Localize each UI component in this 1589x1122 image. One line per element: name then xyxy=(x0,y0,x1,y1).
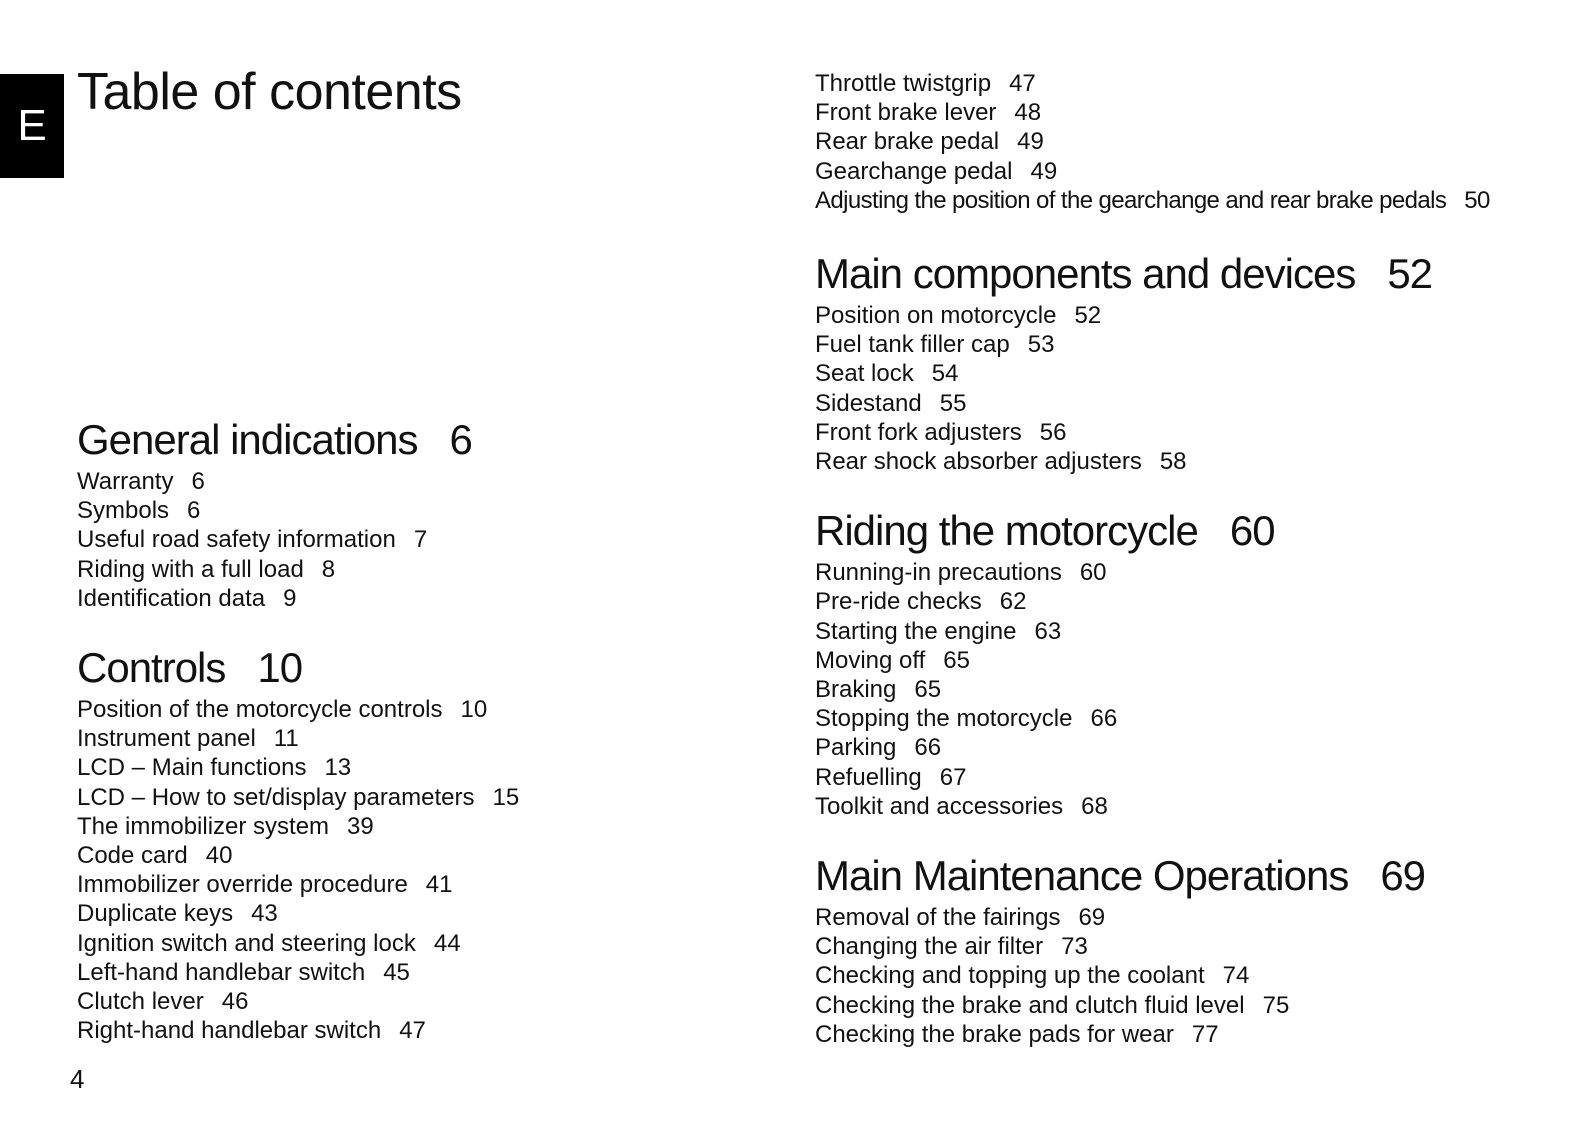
entry-text: Front fork adjusters xyxy=(815,418,1022,446)
toc-entry[interactable] xyxy=(815,98,1490,127)
toc-entry[interactable] xyxy=(815,903,1432,932)
entry-text: Identification data xyxy=(77,584,266,612)
section-heading[interactable] xyxy=(77,643,757,693)
right-sections xyxy=(815,249,1432,1049)
entry-text: Parking xyxy=(815,734,897,762)
entry-page: 6 xyxy=(191,468,205,495)
entry-text: Changing the air filter xyxy=(815,933,1044,961)
entry-text: Clutch lever xyxy=(77,988,204,1016)
section-page-number: 6 xyxy=(449,416,472,463)
entry-text: Rear brake pedal xyxy=(815,128,1000,156)
entry-page: 7 xyxy=(413,526,428,554)
entry-page: 11 xyxy=(273,725,299,753)
entry-text: Checking and topping up the coolant xyxy=(815,962,1205,990)
toc-entry[interactable] xyxy=(77,899,757,928)
toc-entry[interactable] xyxy=(815,69,1490,98)
entry-text: Gearchange pedal xyxy=(815,157,1013,185)
entry-page: 75 xyxy=(1262,991,1290,1019)
entry-page: 54 xyxy=(931,360,959,388)
entry-text: Seat lock xyxy=(815,360,914,388)
section-spacer xyxy=(815,476,1432,506)
entry-page: 10 xyxy=(460,696,488,724)
entry-text: Position on motorcycle xyxy=(815,302,1057,329)
section-heading[interactable] xyxy=(815,249,1432,299)
entry-page: 65 xyxy=(943,646,970,674)
entry-page: 60 xyxy=(1079,559,1107,587)
entry-page: 47 xyxy=(399,1017,426,1045)
entry-text: LCD – How to set/display parameters xyxy=(77,783,475,811)
entry-page: 39 xyxy=(347,812,374,840)
entry-text: Fuel tank filler cap xyxy=(815,331,1010,359)
entry-page: 56 xyxy=(1039,418,1067,446)
toc-entry[interactable] xyxy=(815,675,1432,704)
entry-text: Front brake lever xyxy=(815,99,997,127)
entry-page: 49 xyxy=(1030,157,1058,185)
entry-page: 62 xyxy=(999,588,1027,616)
entry-page: 69 xyxy=(1078,904,1106,932)
entry-text: Left-hand handlebar switch xyxy=(77,958,366,986)
toc-section-controls xyxy=(77,643,757,1045)
entry-page: 66 xyxy=(914,734,942,762)
entry-page: 50 xyxy=(1464,186,1490,214)
toc-entry[interactable] xyxy=(815,389,1432,418)
section-heading[interactable] xyxy=(815,506,1432,556)
entry-page: 47 xyxy=(1009,70,1036,97)
entry-text: Adjusting the position of the gearchange and rear brake pedals xyxy=(815,186,1447,214)
toc-entry[interactable] xyxy=(815,1020,1432,1049)
toc-entry[interactable] xyxy=(77,841,757,870)
entry-text: Checking the brake pads for wear xyxy=(815,1020,1174,1048)
entry-text: Toolkit and accessories xyxy=(815,792,1064,820)
entry-text: Position of the motorcycle controls xyxy=(77,696,443,724)
toc-entry[interactable] xyxy=(815,763,1432,792)
section-page-number: 10 xyxy=(257,644,303,692)
section-spacer xyxy=(77,613,757,643)
toc-entry[interactable] xyxy=(815,157,1490,186)
toc-entry[interactable] xyxy=(77,496,757,525)
toc-entry[interactable] xyxy=(815,932,1432,961)
toc-entry[interactable] xyxy=(815,587,1432,616)
entry-page: 63 xyxy=(1034,617,1062,645)
toc-entry[interactable] xyxy=(77,783,757,812)
entry-page: 52 xyxy=(1074,302,1102,329)
toc-entry[interactable] xyxy=(815,704,1432,733)
section-heading-text: Controls xyxy=(77,644,226,692)
toc-entry[interactable] xyxy=(77,753,757,782)
section-spacer xyxy=(815,821,1432,851)
language-tab: E xyxy=(0,74,64,178)
toc-entry[interactable] xyxy=(815,447,1432,476)
toc-entry[interactable] xyxy=(77,812,757,841)
entry-page: 66 xyxy=(1090,705,1118,733)
toc-entry[interactable] xyxy=(815,127,1490,156)
entry-text: Duplicate keys xyxy=(77,900,234,928)
entry-list xyxy=(815,558,1432,821)
entry-text: Starting the engine xyxy=(815,617,1017,645)
entry-page: 45 xyxy=(383,958,410,986)
toc-entry[interactable] xyxy=(815,359,1432,388)
section-heading-text: General indications xyxy=(77,416,418,463)
toc-entry[interactable] xyxy=(77,1016,757,1045)
entry-page: 49 xyxy=(1017,128,1044,156)
toc-section-maintenance xyxy=(815,851,1432,1049)
entry-list xyxy=(815,903,1432,1049)
entry-text: Rear shock absorber adjusters xyxy=(815,448,1142,476)
toc-entry[interactable] xyxy=(77,929,757,958)
toc-entry[interactable] xyxy=(815,617,1432,646)
toc-entry[interactable] xyxy=(77,555,757,584)
entry-text: Throttle twistgrip xyxy=(815,70,992,97)
entry-text: Pre-ride checks xyxy=(815,588,982,616)
section-page-number: 69 xyxy=(1380,852,1426,900)
entry-text: Refuelling xyxy=(815,763,922,791)
entry-page: 77 xyxy=(1191,1020,1219,1048)
toc-entry[interactable] xyxy=(77,584,757,613)
entry-text: Warranty xyxy=(77,468,174,495)
toc-entry[interactable] xyxy=(77,724,757,753)
section-page-number: 52 xyxy=(1387,250,1433,297)
toc-entry[interactable] xyxy=(815,558,1432,587)
entry-text: Instrument panel xyxy=(77,725,256,753)
entry-page: 73 xyxy=(1061,933,1088,961)
toc-section-general-indications xyxy=(77,415,757,613)
entry-text: Moving off xyxy=(815,646,926,674)
toc-entry[interactable] xyxy=(77,525,757,554)
entry-page: 53 xyxy=(1027,331,1055,359)
toc-entry[interactable] xyxy=(815,991,1432,1020)
toc-entry[interactable] xyxy=(77,958,757,987)
entry-list xyxy=(77,467,757,613)
entry-page: 68 xyxy=(1081,792,1108,820)
entry-page: 58 xyxy=(1159,448,1187,476)
toc-entry[interactable] xyxy=(77,987,757,1016)
toc-entry[interactable] xyxy=(77,695,757,724)
entry-page: 65 xyxy=(914,676,942,704)
entry-text: Running-in precautions xyxy=(815,559,1062,587)
section-heading[interactable] xyxy=(815,851,1432,901)
toc-entry[interactable] xyxy=(815,961,1432,990)
toc-entry[interactable] xyxy=(815,186,1490,215)
section-heading-text: Riding the motorcycle xyxy=(815,507,1198,555)
entry-text: Stopping the motorcycle xyxy=(815,705,1073,733)
page-title: Table of contents xyxy=(77,63,462,121)
entry-text: The immobilizer system xyxy=(77,812,330,840)
entry-text: Removal of the fairings xyxy=(815,904,1061,932)
entry-text: Immobilizer override procedure xyxy=(77,871,408,899)
toc-section-riding xyxy=(815,506,1432,821)
entry-page: 55 xyxy=(939,389,967,417)
continued-entry-list xyxy=(815,69,1490,215)
toc-entry[interactable] xyxy=(815,646,1432,675)
toc-entry[interactable] xyxy=(77,467,757,496)
toc-entry[interactable] xyxy=(77,870,757,899)
entry-text: Riding with a full load xyxy=(77,555,304,583)
entry-page: 6 xyxy=(187,497,201,525)
entry-text: Useful road safety information xyxy=(77,526,396,554)
entry-text: Braking xyxy=(815,676,897,704)
section-heading-text: Main Maintenance Operations xyxy=(815,852,1349,900)
entry-page: 74 xyxy=(1222,962,1250,990)
toc-entry[interactable] xyxy=(815,733,1432,762)
entry-text: Ignition switch and steering lock xyxy=(77,929,416,957)
section-heading[interactable] xyxy=(77,415,757,465)
entry-page: 46 xyxy=(221,988,249,1016)
section-page-number: 60 xyxy=(1229,507,1275,555)
entry-list xyxy=(77,695,757,1045)
toc-entry[interactable] xyxy=(815,301,1432,330)
entry-page: 15 xyxy=(492,783,520,811)
entry-text: Sidestand xyxy=(815,389,922,417)
entry-page: 44 xyxy=(433,929,461,957)
entry-page: 43 xyxy=(251,900,278,928)
entry-page: 9 xyxy=(283,584,297,612)
toc-entry[interactable] xyxy=(815,330,1432,359)
entry-text: Symbols xyxy=(77,497,170,525)
toc-entry[interactable] xyxy=(815,792,1432,821)
entry-page: 8 xyxy=(321,555,336,583)
toc-entry[interactable] xyxy=(815,418,1432,447)
section-heading-text: Main components and devices xyxy=(815,250,1356,297)
toc-section-main-components xyxy=(815,249,1432,476)
entry-text: Right-hand handlebar switch xyxy=(77,1017,382,1045)
entry-page: 41 xyxy=(425,871,453,899)
entry-text: Checking the brake and clutch fluid level xyxy=(815,991,1245,1019)
entry-page: 67 xyxy=(939,763,967,791)
entry-page: 48 xyxy=(1014,99,1042,127)
toc-left-column xyxy=(77,415,757,1045)
entry-page: 40 xyxy=(205,842,233,870)
entry-list xyxy=(815,301,1432,476)
entry-page: 13 xyxy=(324,754,352,782)
entry-text: Code card xyxy=(77,842,188,870)
entry-text: LCD – Main functions xyxy=(77,754,307,782)
page-number: 4 xyxy=(70,1064,85,1094)
